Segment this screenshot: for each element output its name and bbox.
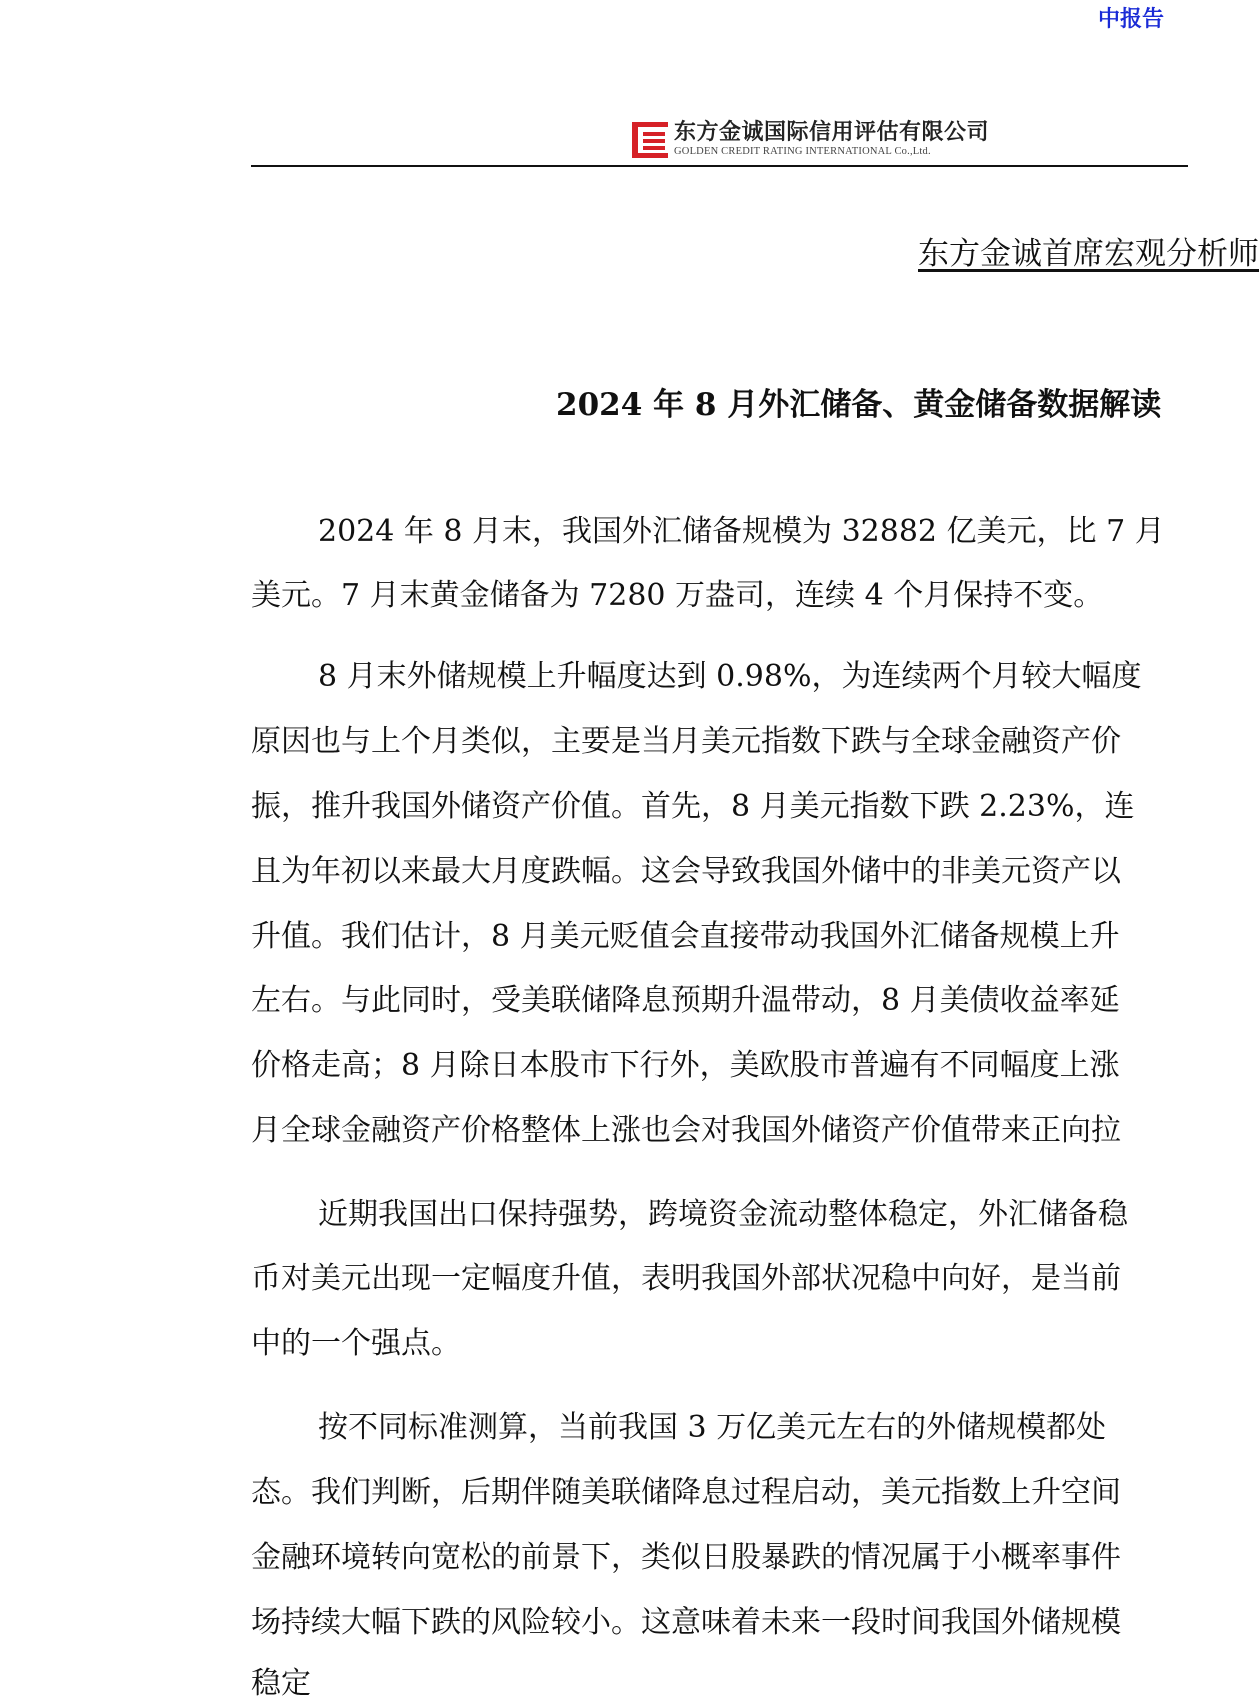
- text-line: 金融环境转向宽松的前景下，类似日股暴跌的情况属于小概率事件: [251, 1540, 1121, 1575]
- company-logo: [630, 120, 989, 160]
- text-line: 态。我们判断，后期伴随美联储降息过程启动，美元指数上升空间: [251, 1475, 1121, 1510]
- text-line: 8 月末外储规模上升幅度达到 0.98%，为连续两个月较大幅度: [318, 659, 1142, 694]
- text-line: 月全球金融资产价格整体上涨也会对我国外储资产价值带来正向拉: [251, 1113, 1121, 1148]
- text-line: 升值。我们估计，8 月美元贬值会直接带动我国外汇储备规模上升: [251, 919, 1120, 954]
- company-logo-icon: [630, 120, 670, 160]
- text-line: 2024 年 8 月末，我国外汇储备规模为 32882 亿美元，比 7 月: [318, 514, 1165, 549]
- text-line: 稳定: [251, 1666, 311, 1701]
- text-line: 按不同标准测算，当前我国 3 万亿美元左右的外储规模都处: [318, 1410, 1107, 1445]
- company-name-cn: 东方金诚国际信用评估有限公司: [674, 120, 990, 145]
- text-line: 价格走高；8 月除日本股市下行外，美欧股市普遍有不同幅度上涨: [251, 1048, 1120, 1083]
- author-line: 东方金诚首席宏观分析师: [918, 236, 1259, 272]
- text-line: 美元。7 月末黄金储备为 7280 万盎司，连续 4 个月保持不变。: [251, 578, 1104, 613]
- company-name-en: GOLDEN CREDIT RATING INTERNATIONAL Co.,Ltd.: [674, 146, 931, 157]
- text-line: 振，推升我国外储资产价值。首先，8 月美元指数下跌 2.23%，连: [251, 789, 1135, 824]
- text-line: 左右。与此同时，受美联储降息预期升温带动，8 月美债收益率延: [251, 983, 1120, 1018]
- text-line: 币对美元出现一定幅度升值，表明我国外部状况稳中向好，是当前: [251, 1261, 1121, 1296]
- top-corner-header-fragment: 中报告: [1098, 7, 1165, 32]
- text-line: 中的一个强点。: [251, 1326, 461, 1361]
- text-line: 场持续大幅下跌的风险较小。这意味着未来一段时间我国外储规模: [251, 1605, 1121, 1640]
- document-title: 2024 年 8 月外汇储备、黄金储备数据解读: [556, 387, 1162, 423]
- text-line: 近期我国出口保持强势，跨境资金流动整体稳定，外汇储备稳: [318, 1197, 1128, 1232]
- header-divider: [251, 165, 1188, 167]
- text-line: 且为年初以来最大月度跌幅。这会导致我国外储中的非美元资产以: [251, 854, 1121, 889]
- text-line: 原因也与上个月类似，主要是当月美元指数下跌与全球金融资产价: [251, 724, 1121, 759]
